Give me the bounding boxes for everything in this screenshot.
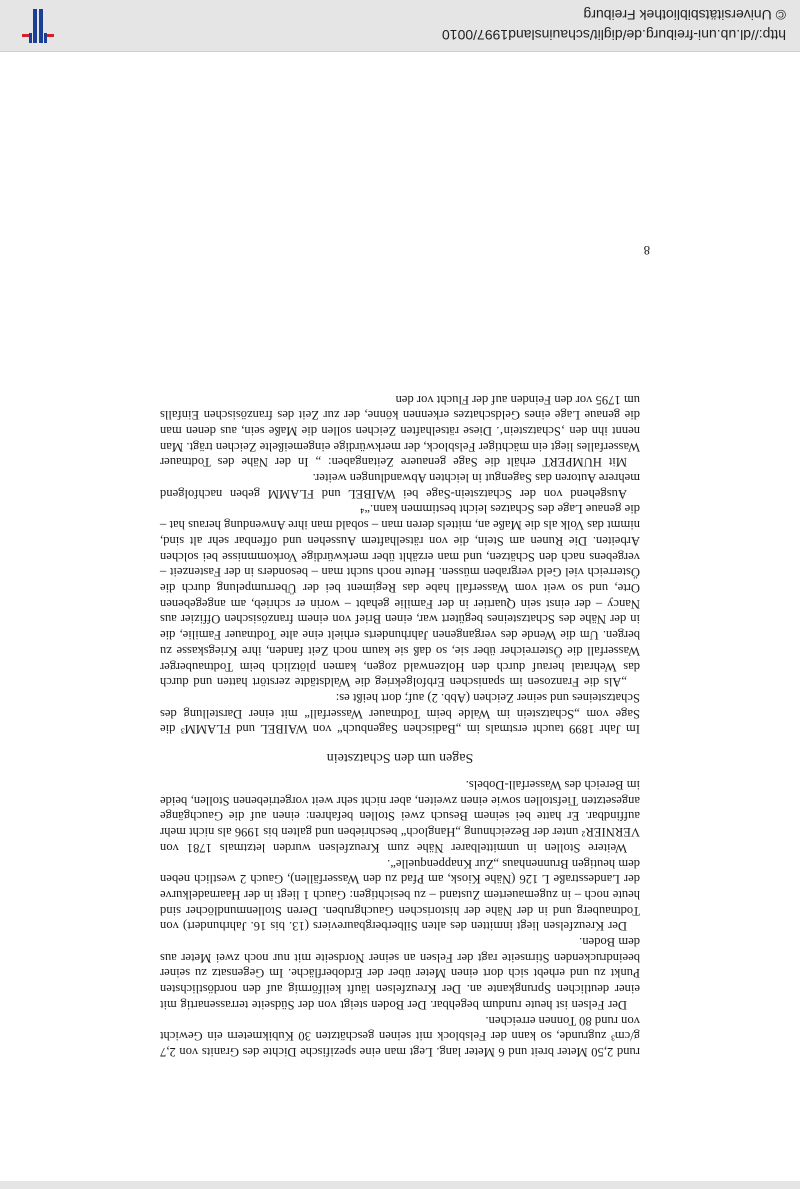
footer-url[interactable]: http://dl.ub.uni-freiburg.de/diglit/schauinsland1997/0010	[441, 27, 786, 43]
page-number: 8	[643, 243, 650, 257]
paragraph: Ausgehend von der Schatzstein-Sage bei WAIBEL und FLAMM geben nachfolgend mehrere Autoren das Sagengut in leichten Abwandlungen weiter.	[160, 471, 640, 501]
paragraph: Der Kreuzfelsen liegt inmitten des alten Silberbergbaureviers (13. bis 16. Jahrhundert) von Todtnauberg und in der Nähe der historischen Gauchgruben. Deren Stollenmundlöcher sind heute noch – in zugemauertem Zustand – zu besichtigen: Gauch 1 liegt in der Haarnadelkurve der Landesstraße L 126 (Nähe Kiosk, am Pfad zu den Wasserfällen), Gauch 2 westlich neben dem heutigen Brunnenhaus „Zur Knappenquelle“.	[160, 856, 640, 934]
paragraph: Im Jahr 1899 taucht erstmals im „Badischen Sagenbuch“ von WAIBEL und FLAMM³ die Sage vom „Schatzstein im Walde beim Todtnauer Wasserfall“ mit einer Darstellung des Schatzsteines und seiner Zeichen (Abb. 2) auf; dort heißt es:	[160, 690, 640, 737]
paragraph: „Als die Franzosen im spanischen Erbfolgekrieg die Waldstädte zerstört hatten und durch das Wehratal herauf durch den Holzenwald zogen, kamen plötzlich beim Todtnauberger Wasserfall die Österreicher über sie, so daß sie kaum noch Zeit fanden, ihre Kriegskasse zu bergen. Um die Wende des vergangenen Jahrhunderts erhielt eine alte Todtnauer Familie, die in der Nähe des Schatzsteines begütert war, einen Brief von einem französischen Offizier aus Nancy – der einst sein Quartier in der Familie gehabt – worin er schrieb, am angegebenen Orte, und so weit vom Wasserfall habe das Regiment bei der Überrumpelung durch die Österreich viel Geld vergraben müssen. Heute noch sucht man – besonders in der Fastenzeit – vergebens nach den Schätzen, und man erzählt über merkwürdige Vorkommnisse bei solchen Arbeiten. Die Runen am Stein, die von rätselhaftem Aussehen und offenbar sehr alt sind, nimmt das Volk als die Maße an, mittels deren man – sobald man ihre Anwendung heraus hat – die genaue Lage des Schatzes leicht bestimmen kann.“⁴	[160, 502, 640, 690]
footer-bar	[0, 0, 800, 52]
paragraph: Der Felsen ist heute rundum begehbar. Der Boden steigt von der Südseite terrassenartig mit einer deutlichen Sprungkante an. Der Kreuzfelsen läuft keilförmig auf den nordöstlichsten Punkt zu und erhebt sich dort einen Meter über der Erdoberfläche. Im Gegensatz zu seiner beeindruckenden Stirnseite ragt der Felsen an seiner Nordseite mit nur noch zwei Meter aus dem Boden.	[160, 935, 640, 1012]
top-strip	[0, 1181, 800, 1189]
footer-info	[442, 5, 786, 45]
paragraph: rund 2,50 Meter breit und 6 Meter lang. Legt man eine spezifische Dichte des Granits von 2,7 g/cm³ zugrunde, so kann der Felsblock mit seinen geschätzten 30 Kubikmetern ein Gewicht von rund 80 Tonnen erreichen.	[160, 1013, 640, 1059]
paragraph: Weitere Stollen in unmittelbarer Nähe zum Kreuzfelsen wurden letztmals 1781 von VERNIER² unter der Bezeichnung „Hangloch“ beschrieben und galten bis 1996 als nicht mehr auffindbar. Er hatte bei seinem Besuch zwei Stollen befahren: einen auf die Gauchgänge angesetzten Tiefstollen sowie einen zweiten, aber nicht sehr weit vorgetriebenen Stollen, beide im Bereich des Wasserfall-Dobels.	[160, 778, 640, 855]
section-heading: Sagen um den Schatzstein	[326, 750, 474, 766]
paragraph: Mit HUMPERT erhält die Sage genauere Zeitangaben: „ In der Nähe des Todtnauer Wasserfalles liegt ein mächtiger Felsblock, der merkwürdige eingemeißelte Zeichen trägt. Man nennt ihn den ‚Schatzstein‘. Diese rätselhaften Zeichen sollen die Maße sein, aus denen man die genaue Lage eines Geldschatzes erkennen könne, der zur Zeit des französischen Einfalls um 1795 vor den Feinden auf der Flucht vor den	[160, 392, 640, 470]
page-body	[160, 391, 640, 1059]
ub-freiburg-logo-icon	[12, 7, 56, 43]
footer-copyright: © Universitätsbibliothek Freiburg	[583, 7, 786, 23]
